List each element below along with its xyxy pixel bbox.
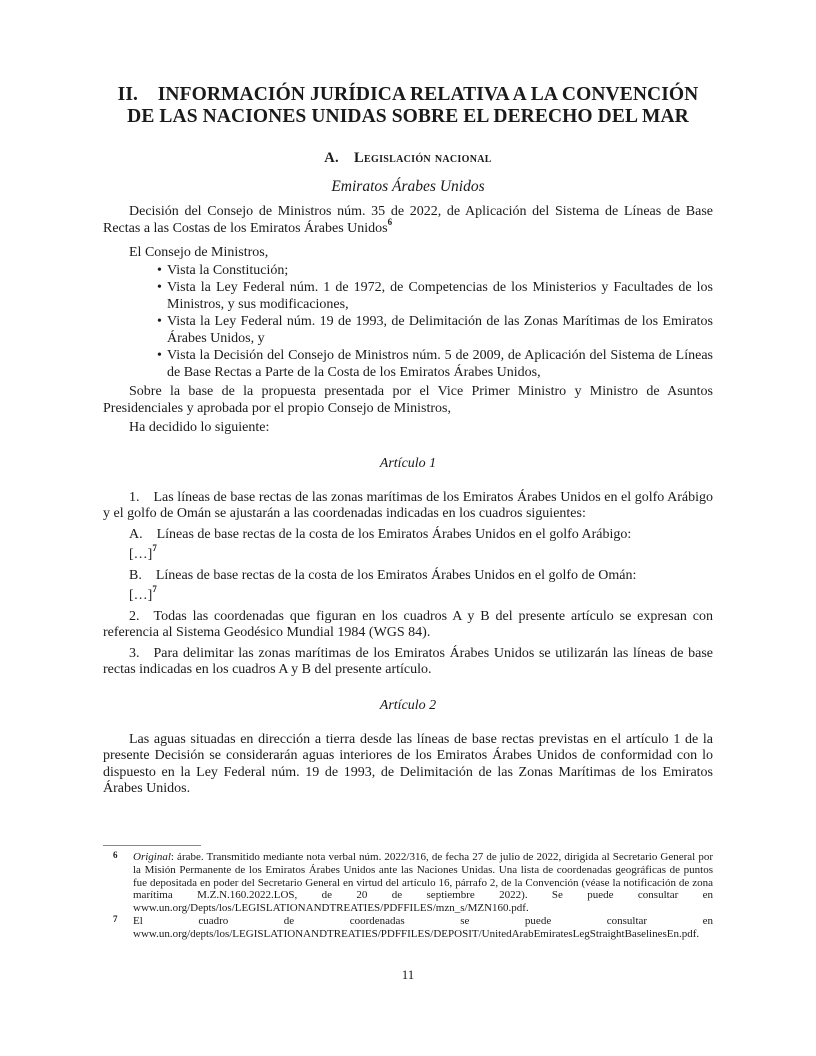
bullet-icon: • [157, 280, 162, 295]
ellipsis: […] [129, 547, 153, 562]
footnote-7 [103, 915, 713, 941]
table-b-caption: B. Líneas de base rectas de la costa de los Emiratos Árabes Unidos en el golfo de Omán: [129, 567, 637, 583]
article-1-paragraph-1: 1. Las líneas de base rectas de las zonas marítimas de los Emiratos Árabes Unidos en el golfo Arábigo y el golfo de Omán se ajustarán a las coordenadas indicadas en los cuadros siguientes: [103, 489, 713, 521]
footnote-number: 6 [113, 850, 118, 860]
bullet-icon: • [157, 348, 162, 363]
council-line: El Consejo de Ministros, [129, 245, 269, 260]
list-item-text: Vista la Constitución; [167, 262, 289, 278]
recitals-list [103, 263, 713, 382]
section-heading: A. Legislación nacional [324, 150, 492, 166]
article-1-paragraph-3: 3. Para delimitar las zonas marítimas de los Emiratos Árabes Unidos se utilizarán las líneas de base rectas indicadas en los cuadros A y B del presente artículo. [103, 645, 713, 677]
footnote-divider [103, 845, 201, 846]
list-item [157, 280, 713, 313]
list-item-text: Vista la Decisión del Consejo de Ministros núm. 5 de 2009, de Aplicación del Sistema de Líneas de Base Rectas a Parte de la Costa de los Emiratos Árabes Unidos, [167, 348, 713, 380]
proposal-paragraph: Sobre la base de la propuesta presentada por el Vice Primer Ministro y Ministro de Asuntos Presidenciales y aprobada por el propio Consejo de Ministros, [103, 384, 713, 416]
footnote-ref-6: 6 [387, 216, 393, 227]
table-a-caption: A. Líneas de base rectas de la costa de los Emiratos Árabes Unidos en el golfo Arábigo: [129, 526, 632, 542]
footnotes [103, 851, 713, 941]
article-2-heading: Artículo 2 [379, 697, 437, 713]
country-heading: Emiratos Árabes Unidos [331, 178, 485, 195]
footnote-6 [103, 851, 713, 915]
decision-title-text: Decisión del Consejo de Ministros núm. 35 de 2022, de Aplicación del Sistema de Líneas de Base Rectas a las Costas de los Emiratos Árabes Unidos [103, 204, 713, 236]
list-item-text: Vista la Ley Federal núm. 19 de 1993, de Delimitación de las Zonas Marítimas de los Emiratos Árabes Unidos, y [167, 314, 713, 346]
document-body [103, 84, 713, 798]
list-item [157, 348, 713, 381]
footnote-number: 7 [113, 913, 118, 924]
article-1-heading: Artículo 1 [379, 455, 437, 471]
chapter-title-line-2: DE LAS NACIONES UNIDAS SOBRE EL DERECHO DEL MAR [127, 106, 689, 127]
article-2-paragraph-1: Las aguas situadas en dirección a tierra desde las líneas de base rectas previstas en el artículo 1 de la presente Decisión se considerarán aguas interiores de los Emiratos Árabes Unidos de conformidad con lo dispuesto en la Ley Federal núm. 19 de 1993, de Delimitación de las Zonas Marítimas de los Emiratos Árabes Unidos. [103, 731, 713, 796]
table-b-omitted [103, 584, 713, 605]
bullet-icon: • [157, 314, 162, 329]
footnote-text: El cuadro de coordenadas se puede consultar en www.un.org/depts/los/LEGISLATIONANDTREATIES/PDFFILES/DEPOSIT/UnitedArabEmiratesLegStraightBaselinesEn.pdf. [133, 914, 713, 940]
table-a-omitted [103, 543, 713, 564]
decision-title [103, 204, 713, 237]
footnote-ref-7: 7 [152, 584, 157, 595]
footnote-lead: Original [133, 851, 171, 863]
decided-line: Ha decidido lo siguiente: [129, 420, 270, 435]
list-item [157, 314, 713, 347]
footnote-text: : árabe. Transmitido mediante nota verbal núm. 2022/316, de fecha 27 de julio de 2022, dirigida al Secretario General por la Misión Permanente de los Emiratos Árabes Unidos ante las Naciones Unidas. Una lista de coordenadas geográficas de puntos fue depositada en poder del Secretario General en virtud del artículo 16, párrafo 2, de la Convención (véase la notificación de zona marítima M.Z.N.160.2022.LOS, de 20 de septiembre 2022). Se puede consultar en www.un.org/Depts/los/LEGISLATIONANDTREATIES/PDFFILES/mzn_s/MZN160.pdf. [133, 851, 713, 915]
chapter-title-line-1: II. INFORMACIÓN JURÍDICA RELATIVA A LA CONVENCIÓN [117, 84, 699, 105]
chapter-title [103, 84, 713, 128]
list-item [157, 263, 713, 280]
page-number: 11 [401, 967, 415, 982]
ellipsis: […] [129, 588, 153, 603]
list-item-text: Vista la Ley Federal núm. 1 de 1972, de Competencias de los Ministerios y Facultades de los Ministros, y sus modificaciones, [167, 280, 713, 312]
article-1-paragraph-2: 2. Todas las coordenadas que figuran en los cuadros A y B del presente artículo se expresan con referencia al Sistema Geodésico Mundial 1984 (WGS 84). [103, 608, 713, 640]
footnote-ref-7: 7 [152, 543, 157, 554]
bullet-icon: • [157, 262, 162, 278]
